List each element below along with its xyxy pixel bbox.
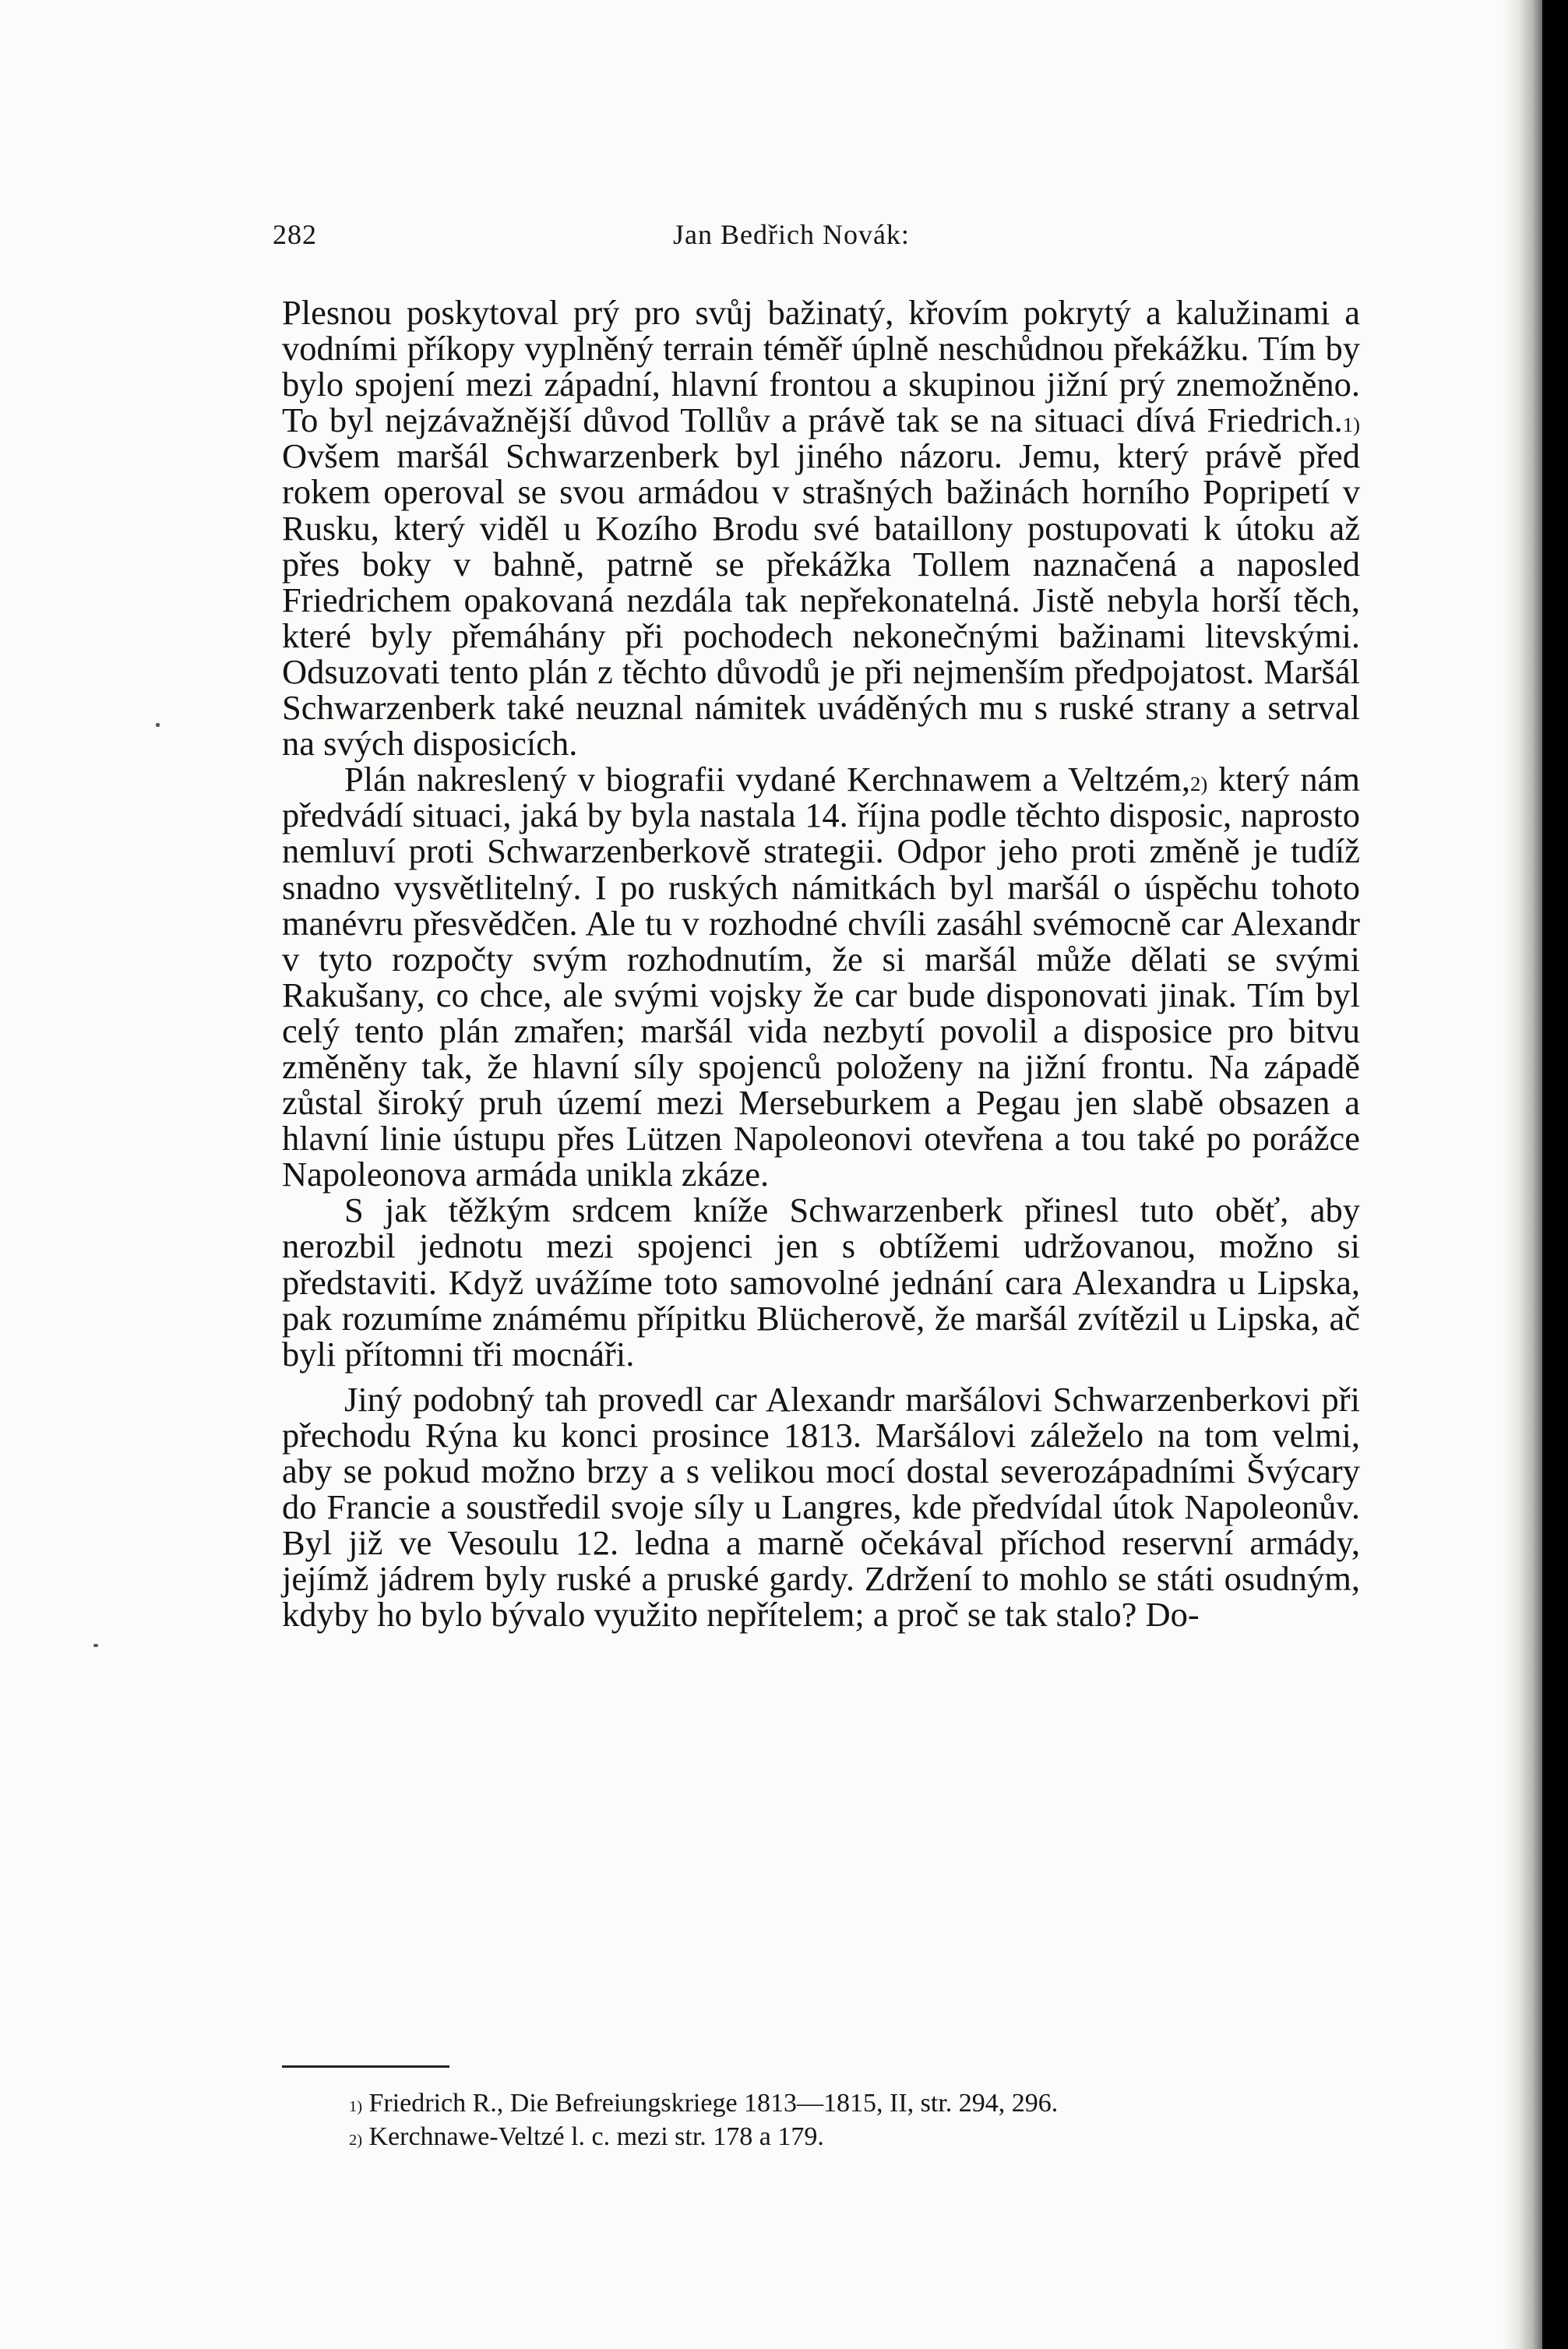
scan-speck	[93, 1644, 98, 1647]
footnote-2-text: Kerchnawe-Veltzé l. c. mezi str. 178 a 179.	[362, 2122, 824, 2151]
paragraph-1-text-b: Ovšem maršál Schwarzenberk byl jiného názoru. Jemu, který právě před rokem operoval se svou armádou v strašných bažinách horního Popripetí v Rusku, který viděl u Kozího Brodu své bataillony postupovati k útoku až přes boky v bahně, patrně se překážka Tollem naznačená a naposled Friedrichem opakovaná nezdála tak nepřekonatelná. Jistě nebyla horší těch, které byly přemáhány při pochodech nekonečnými bažinami litevskými. Odsuzovati tento plán z těchto důvodů je při nejmenším předpojatost. Maršál Schwarzenberk také neuznal námitek uváděných mu s ruské strany a setrval na svých disposicích.	[282, 436, 1360, 764]
paragraph-2-text-b: který nám předvádí situaci, jaká by byla nastala 14. října podle těchto disposic, naprosto nemluví proti Schwarzenberkově strategii. Odpor jeho proti změně je tudíž snadno vysvětlitelný. I po ruských námitkách byl maršál o úspěchu tohoto manévru přesvědčen. Ale tu v rozhodné chvíli zasáhl svémocně car Alexandr v tyto rozpočty svým rozhodnutím, že si maršál může dělati se svými Rakušany, co chce, ale svými vojsky že car bude disponovati jinak. Tím byl celý tento plán zmařen; maršál vida nezbytí povolil a disposice pro bitvu změněny tak, že hlavní síly spojenců položeny na jižní frontu. Na západě zůstal široký pruh území mezi Merseburkem a Pegau jen slabě obsazen a hlavní linie ústupu přes Lützen Napoleonovi otevřena a tou také po porážce Napoleonova armáda unikla zkáze.	[282, 760, 1360, 1194]
paragraph-1	[282, 293, 1360, 764]
paragraph-2-text-a: Plán nakreslený v biografii vydané Kerchnawem a Veltzém,	[344, 760, 1190, 799]
paragraph-4: Jiný podobný tah provedl car Alexandr maršálovi Schwarzenberkovi při přechodu Rýna ku konci prosince 1813. Maršálovi záleželo na tom velmi, aby se pokud možno brzy a s velikou mocí dostal severozápadními Švýcary do Francie a soustředil svoje síly u Langres, kde předvídal útok Napoleonův. Byl již ve Vesoulu 12. ledna a marně očekával příchod reservní armády, jejímž jádrem byly ruské a pruské gardy. Zdržení to mohlo se státi osudným, kdyby ho bylo bývalo využito nepřítelem; a proč se tak stalo? Do-	[282, 1379, 1360, 1635]
footnote-ref-2: 2)	[1189, 772, 1208, 796]
page-number: 282	[273, 219, 317, 250]
scan-speck	[156, 723, 160, 727]
paragraph-3: S jak těžkým srdcem kníže Schwarzenberk přinesl tuto oběť, aby nerozbil jednotu mezi spojenci jen s obtížemi udržovanou, možno si představiti. Když uvážíme toto samovolné jednání cara Alexandra u Lipska, pak rozumíme známému přípitku Blücherově, že maršál zvítězil u Lipska, ač byli přítomni tři mocnáři.	[282, 1190, 1360, 1374]
footnote-divider	[282, 2065, 449, 2068]
footnote-2	[349, 2120, 1362, 2153]
body-text	[282, 293, 1360, 1635]
footnote-2-mark: 2)	[349, 2132, 362, 2149]
footnote-1-text: Friedrich R., Die Befreiungskriege 1813—1815, II, str. 294, 296.	[362, 2089, 1059, 2118]
running-head	[273, 218, 1363, 265]
footnotes	[349, 2086, 1362, 2153]
footnote-1-mark: 1)	[349, 2098, 362, 2115]
footnote-ref-1: 1)	[1342, 413, 1360, 437]
running-head-title: Jan Bedřich Novák:	[673, 219, 910, 250]
footnote-1	[349, 2086, 1362, 2120]
page-spine-shadow	[1503, 0, 1542, 2349]
paragraph-2	[282, 761, 1360, 1192]
paragraph-1-text-a: Plesnou poskytoval prý pro svůj bažinatý, křovím pokrytý a kalužinami a vodními příkopy vyplněný terrain téměř úplně neschůdnou překážku. Tím by bylo spojení mezi západní, hlavní frontou a skupinou jižní prý znemožněno. To byl nejzávažnější důvod Tollův a právě tak se na situaci dívá Friedrich.	[282, 293, 1360, 440]
